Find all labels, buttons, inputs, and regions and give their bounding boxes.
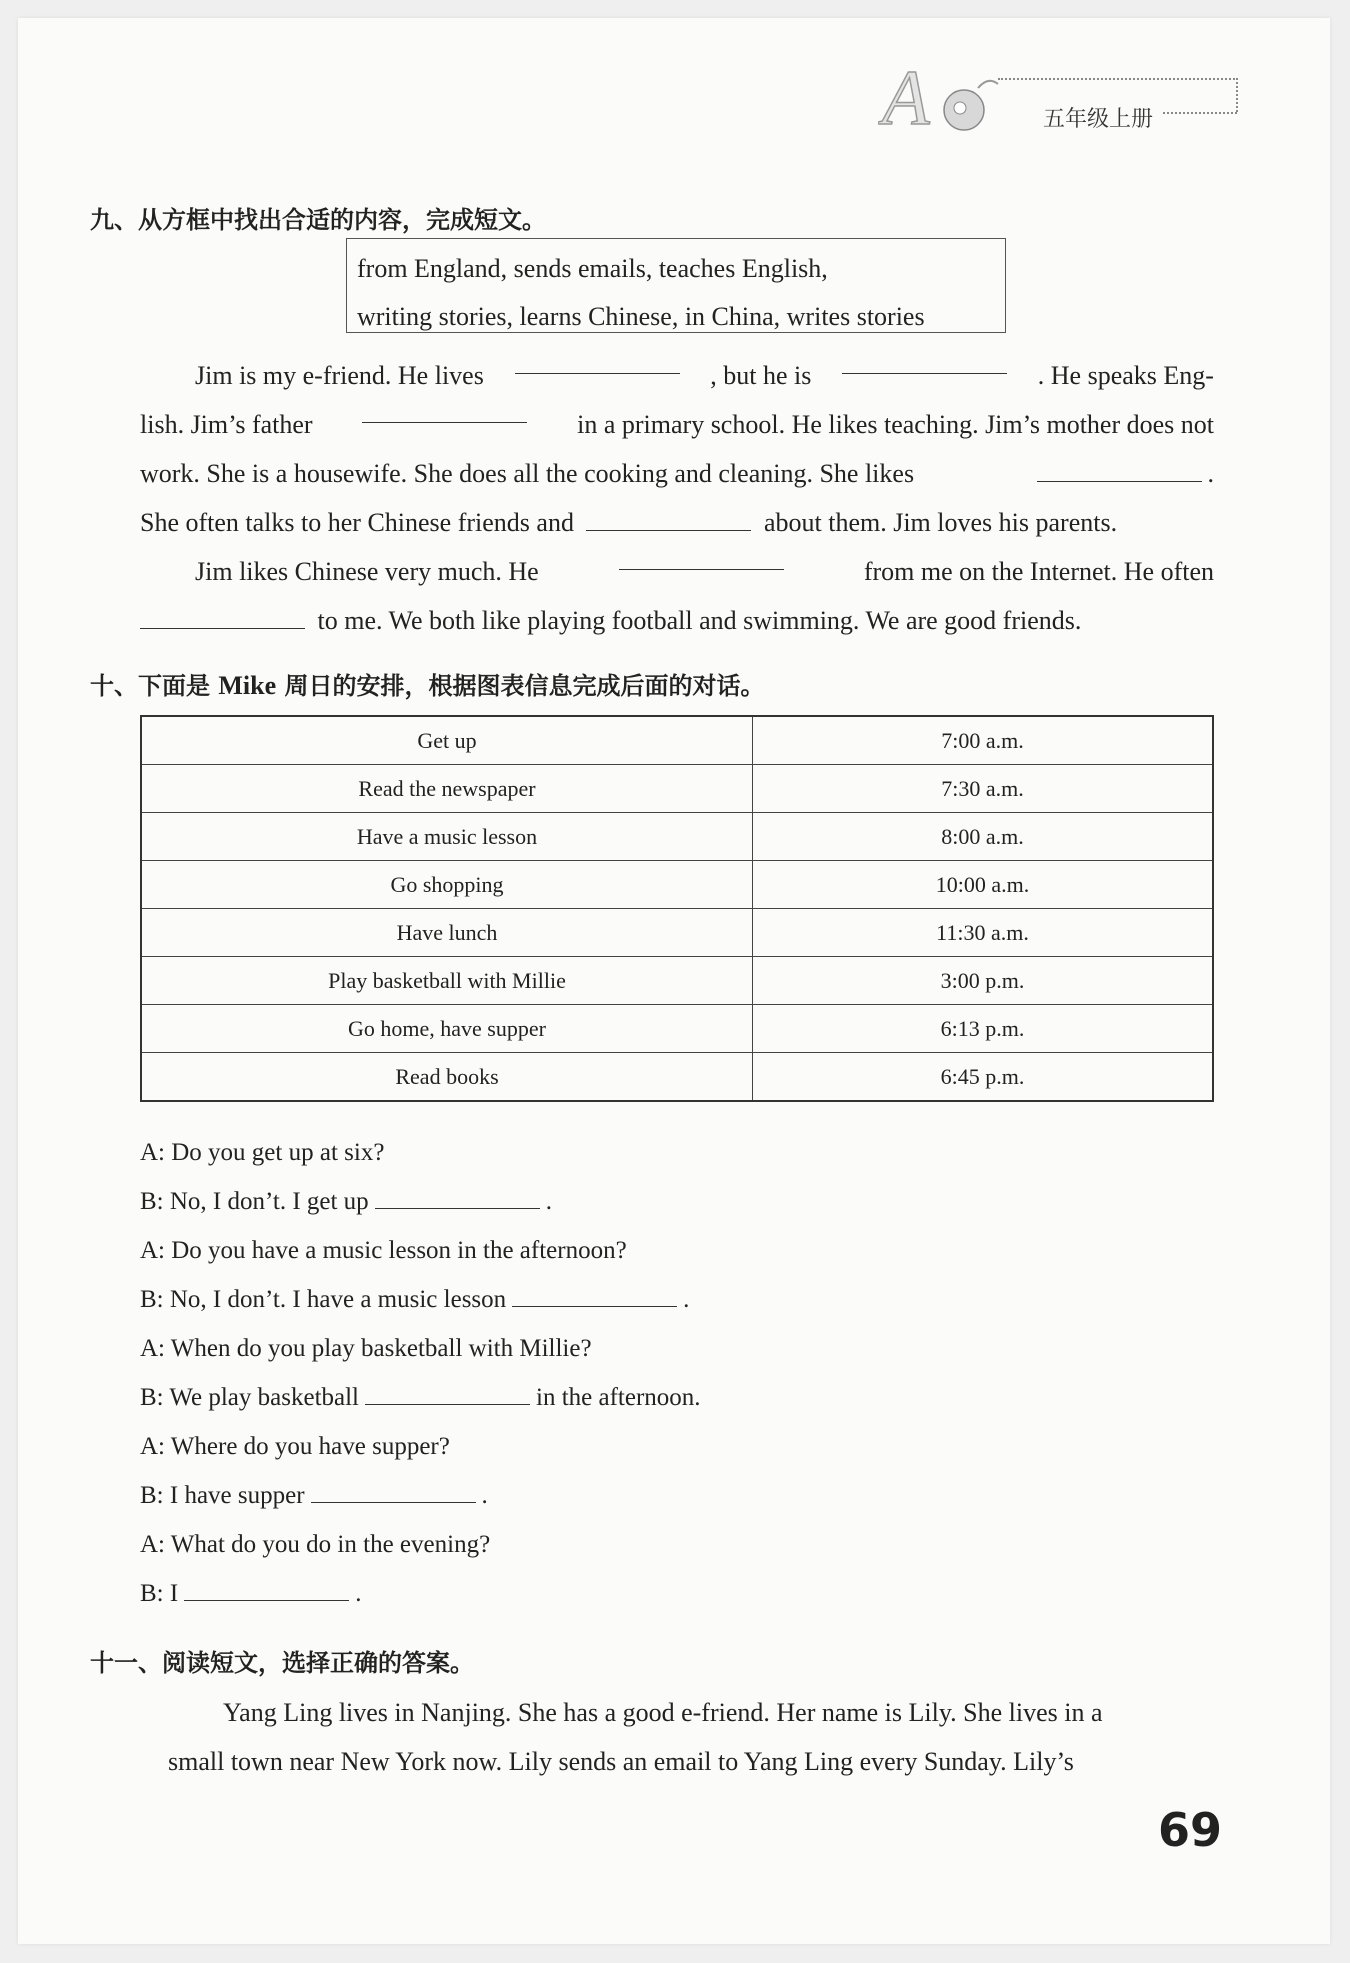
activity-cell: Go shopping	[141, 861, 753, 909]
answer-blank[interactable]	[619, 547, 784, 570]
passage-11	[168, 1688, 1214, 1786]
dialog-text: B: I have supper	[140, 1482, 305, 1509]
passage-line	[140, 596, 1214, 645]
passage-line	[140, 498, 1214, 547]
dialog-text: A: When do you play basketball with Millie?	[140, 1335, 592, 1362]
passage-text: small town near New York now. Lily sends an email to Yang Ling every Sunday. Lily’s	[168, 1747, 1074, 1776]
aa-logo-icon	[878, 58, 1008, 138]
answer-blank[interactable]	[512, 1284, 677, 1307]
passage-text: . He speaks Eng-	[1037, 361, 1214, 390]
time-cell: 7:00 a.m.	[753, 716, 1214, 765]
passage-text: Jim likes Chinese very much. He	[195, 557, 539, 586]
passage-text: Jim is my e-friend. He lives	[195, 361, 484, 390]
word-box	[346, 238, 1006, 333]
dialog-text: A: Do you have a music lesson in the afternoon?	[140, 1237, 627, 1264]
answer-blank[interactable]	[842, 351, 1007, 374]
answer-blank[interactable]	[515, 351, 680, 374]
header-dotted-line	[998, 78, 1238, 80]
table-row	[141, 813, 1213, 861]
header-dotted-line	[1236, 78, 1238, 112]
time-cell: 3:00 p.m.	[753, 957, 1214, 1005]
dialog-text: B: No, I don’t. I get up	[140, 1188, 369, 1215]
title-text: 十、下面是	[90, 672, 219, 700]
activity-cell: Have lunch	[141, 909, 753, 957]
dialog-line	[140, 1226, 701, 1275]
passage-9	[140, 351, 1214, 645]
dialog-text: A: What do you do in the evening?	[140, 1531, 491, 1558]
dialog-text: in the afternoon.	[536, 1384, 701, 1411]
page-header	[878, 58, 1258, 138]
svg-text:A: A	[882, 58, 930, 138]
passage-text: in a primary school. He likes teaching. Jim’s mother does not	[577, 410, 1214, 439]
passage-line	[140, 351, 1214, 400]
passage-text: .	[1207, 459, 1214, 488]
table-row	[141, 957, 1213, 1005]
table-row	[141, 909, 1213, 957]
dialog-line	[140, 1128, 701, 1177]
answer-blank[interactable]	[1037, 459, 1202, 482]
section-9-title: 九、从方框中找出合适的内容，完成短文。	[90, 206, 546, 234]
activity-cell: Read the newspaper	[141, 765, 753, 813]
passage-text: , but he is	[710, 361, 812, 390]
answer-blank[interactable]	[140, 606, 305, 629]
dialog-line	[140, 1324, 701, 1373]
activity-cell: Get up	[141, 716, 753, 765]
activity-cell: Play basketball with Millie	[141, 957, 753, 1005]
dialog-text: A: Do you get up at six?	[140, 1139, 385, 1166]
time-cell: 11:30 a.m.	[753, 909, 1214, 957]
passage-text: She often talks to her Chinese friends and	[140, 508, 574, 537]
answer-blank[interactable]	[184, 1578, 349, 1601]
time-cell: 8:00 a.m.	[753, 813, 1214, 861]
time-cell: 7:30 a.m.	[753, 765, 1214, 813]
dialog-text: .	[481, 1482, 488, 1509]
title-name: Mike	[218, 671, 277, 700]
passage-text: from me on the Internet. He often	[863, 557, 1214, 586]
answer-blank[interactable]	[362, 400, 527, 423]
time-cell: 6:45 p.m.	[753, 1053, 1214, 1102]
activity-cell: Go home, have supper	[141, 1005, 753, 1053]
passage-text: about them. Jim loves his parents.	[763, 508, 1118, 537]
passage-line	[168, 1737, 1214, 1786]
passage-text: to me. We both like playing football and swimming. We are good friends.	[317, 606, 1082, 635]
dialog-text: .	[683, 1286, 690, 1313]
table-row	[141, 861, 1213, 909]
section-10-title	[90, 666, 764, 701]
dialog-line	[140, 1422, 701, 1471]
passage-text: Yang Ling lives in Nanjing. She has a good e-friend. Her name is Lily. She lives in a	[223, 1698, 1103, 1727]
dialog-line	[140, 1569, 701, 1618]
answer-blank[interactable]	[311, 1480, 476, 1503]
table-row	[141, 765, 1213, 813]
passage-line	[140, 449, 1214, 498]
schedule-table	[140, 715, 1214, 1102]
dialog-line	[140, 1177, 701, 1226]
dialog-line	[140, 1275, 701, 1324]
dialog-line	[140, 1520, 701, 1569]
word-box-line: writing stories, learns Chinese, in China, writes stories	[357, 302, 925, 331]
activity-cell: Read books	[141, 1053, 753, 1102]
dialog-line	[140, 1471, 701, 1520]
dialog-text: B: I	[140, 1580, 179, 1607]
passage-line	[140, 547, 1214, 596]
dialog-text: B: No, I don’t. I have a music lesson	[140, 1286, 507, 1313]
answer-blank[interactable]	[586, 508, 751, 531]
page-number: 69	[1158, 1803, 1223, 1857]
dialog-text: B: We play basketball	[140, 1384, 360, 1411]
dialog-text: A: Where do you have supper?	[140, 1433, 450, 1460]
header-dotted-line	[1163, 112, 1237, 114]
passage-text: work. She is a housewife. She does all the cooking and cleaning. She likes	[140, 459, 915, 488]
grade-label: 五年级上册	[1043, 107, 1154, 132]
passage-line	[168, 1688, 1214, 1737]
passage-text: lish. Jim’s father	[140, 410, 313, 439]
workbook-page	[18, 18, 1330, 1944]
activity-cell: Have a music lesson	[141, 813, 753, 861]
dialog-line	[140, 1373, 701, 1422]
title-text: 周日的安排，根据图表信息完成后面的对话。	[276, 672, 765, 700]
dialog-text: .	[355, 1580, 362, 1607]
answer-blank[interactable]	[365, 1382, 530, 1405]
passage-line	[140, 400, 1214, 449]
answer-blank[interactable]	[375, 1186, 540, 1209]
time-cell: 10:00 a.m.	[753, 861, 1214, 909]
table-row	[141, 1053, 1213, 1102]
table-row	[141, 716, 1213, 765]
dialog	[140, 1128, 701, 1618]
dialog-text: .	[545, 1188, 552, 1215]
section-11-title: 十一、阅读短文，选择正确的答案。	[90, 1649, 474, 1677]
word-box-line: from England, sends emails, teaches English,	[357, 254, 828, 283]
table-row	[141, 1005, 1213, 1053]
time-cell: 6:13 p.m.	[753, 1005, 1214, 1053]
